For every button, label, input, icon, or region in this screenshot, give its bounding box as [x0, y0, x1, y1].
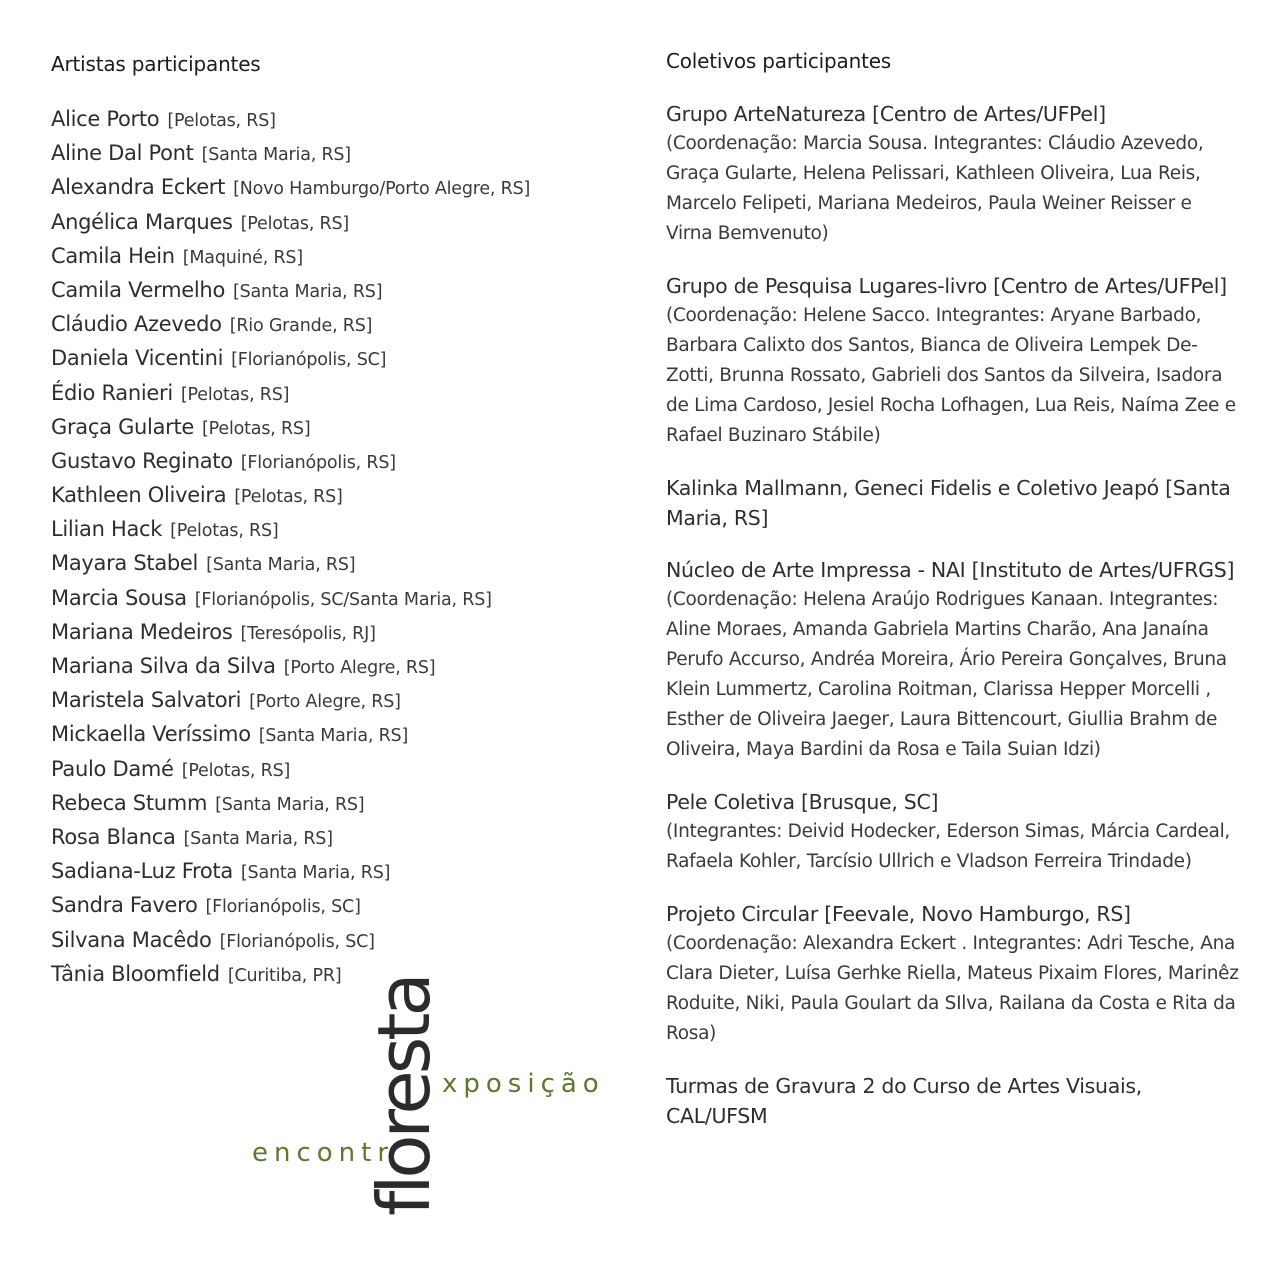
artist-item — [51, 102, 611, 136]
logo-floresta-text: floresta — [362, 976, 446, 1216]
collective-item — [666, 787, 1241, 877]
artist-name: Alice Porto — [51, 107, 160, 131]
artist-name: Lilian Hack — [51, 517, 163, 542]
collective-list — [666, 99, 1241, 1131]
artist-item — [51, 341, 611, 375]
artist-name: Mayara Stabel — [51, 551, 199, 576]
artist-item — [51, 923, 611, 957]
artist-list — [51, 102, 611, 991]
collective-details: (Coordenação: Helena Araújo Rodrigues Kanaan. Integrantes: Aline Moraes, Amanda Gabriela Martins Charão, Ana Janaína Perufo Accurso, Andréa Moreira, Ário Pereira Gonçalves, Bruna Klein Lummertz, Carolina Roitman, Clarissa Hepper Morcelli , Esther de Oliveira Jaeger, Laura Bittencourt, Giullia Brahm de Oliveira, Maya Bardini da Rosa e Taila Suian Idzi) — [666, 589, 1227, 760]
artist-item — [51, 205, 611, 239]
artist-place: [Pelotas, RS] — [240, 213, 350, 234]
artist-name: Édio Ranieri — [51, 380, 173, 405]
artist-item — [51, 786, 611, 820]
artist-place: [Florianópolis, SC] — [205, 897, 361, 918]
artist-item — [51, 512, 611, 546]
artist-name: Cláudio Azevedo — [51, 312, 222, 337]
artist-name: Daniela Vicentini — [51, 346, 224, 371]
artists-column — [51, 52, 611, 991]
artist-item — [51, 170, 611, 204]
artist-item — [51, 820, 611, 854]
artist-place: [Florianópolis, SC] — [231, 350, 387, 371]
artist-item — [51, 854, 611, 888]
artist-item — [51, 581, 611, 615]
artist-item — [51, 752, 611, 786]
collective-item — [666, 99, 1241, 249]
artist-place: [Santa Maria, RS] — [240, 863, 391, 884]
artist-place: [Pelotas, RS] — [234, 487, 343, 508]
artist-place: [Pelotas, RS] — [180, 384, 290, 405]
artist-item — [51, 136, 611, 170]
artist-name: Silvana Macêdo — [51, 927, 212, 952]
collective-title: Turmas de Gravura 2 do Curso de Artes Visuais, CAL/UFSM — [666, 1074, 1142, 1128]
collective-details: (Coordenação: Marcia Sousa. Integrantes: Cláudio Azevedo, Graça Gularte, Helena Pelissari, Kathleen Oliveira, Lua Reis, Marcelo Felipeti, Mariana Medeiros, Paula Weiner Reisser e Virna Bemvenuto) — [666, 133, 1204, 244]
logo-exposicao-text: xposição — [442, 1069, 605, 1099]
artist-item — [51, 888, 611, 922]
artist-place: [Novo Hamburgo/Porto Alegre, RS] — [233, 179, 531, 200]
artist-name: Alexandra Eckert — [51, 175, 226, 200]
artist-item — [51, 273, 611, 307]
artist-place: [Teresópolis, RJ] — [240, 623, 376, 644]
collective-details: (Integrantes: Deivid Hodecker, Ederson Simas, Márcia Cardeal, Rafaela Kohler, Tarcísio Ullrich e Vladson Ferreira Trindade) — [666, 821, 1231, 872]
artist-place: [Florianópolis, SC] — [219, 931, 375, 952]
logo-encontro-text: encontr — [252, 1138, 395, 1168]
collective-details: (Coordenação: Helene Sacco. Integrantes: Aryane Barbado, Barbara Calixto dos Santos, Bianca de Oliveira Lempek De-Zotti, Brunna Rossato, Gabrieli dos Santos da Silveira, Isadora de Lima Cardoso, Jesiel Rocha Lofhagen, Lua Reis, Naíma Zee e Rafael Buzinaro Stábile) — [666, 305, 1236, 446]
artist-place: [Pelotas, RS] — [167, 111, 276, 131]
artist-name: Graça Gularte — [51, 414, 195, 439]
collectives-heading: Coletivos participantes — [666, 49, 892, 73]
artist-name: Mariana Medeiros — [51, 619, 233, 644]
artist-place: [Maquiné, RS] — [182, 247, 303, 268]
collective-title: Kalinka Mallmann, Geneci Fidelis e Coletivo Jeapó [Santa Maria, RS] — [666, 476, 1231, 530]
artist-name: Paulo Damé — [51, 756, 174, 781]
artist-item — [51, 546, 611, 580]
artist-place: [Porto Alegre, RS] — [249, 692, 401, 713]
artist-name: Rosa Blanca — [51, 824, 176, 849]
artist-name: Camila Hein — [51, 243, 175, 268]
artist-item — [51, 444, 611, 478]
artist-place: [Pelotas, RS] — [170, 521, 279, 542]
artist-place: [Pelotas, RS] — [202, 418, 311, 439]
artist-item — [51, 683, 611, 717]
artist-place: [Santa Maria, RS] — [233, 281, 383, 302]
artist-name: Gustavo Reginato — [51, 448, 233, 473]
artist-name: Aline Dal Pont — [51, 141, 194, 166]
artist-place: [Curitiba, PR] — [227, 965, 342, 986]
artist-name: Maristela Salvatori — [51, 688, 242, 713]
collective-title: Grupo ArteNatureza [Centro de Artes/UFPel] — [666, 102, 1106, 126]
collective-item — [666, 473, 1241, 533]
artist-item — [51, 717, 611, 751]
artist-name: Mickaella Veríssimo — [51, 722, 251, 747]
collective-title: Grupo de Pesquisa Lugares-livro [Centro de Artes/UFPel] — [666, 274, 1227, 298]
artist-name: Sadiana-Luz Frota — [51, 859, 233, 884]
artist-name: Sandra Favero — [51, 893, 198, 918]
artist-place: [Santa Maria, RS] — [201, 145, 351, 166]
artist-place: [Rio Grande, RS] — [229, 316, 373, 337]
collective-item — [666, 899, 1241, 1049]
collective-title: Pele Coletiva [Brusque, SC] — [666, 790, 939, 814]
artist-name: Rebeca Stumm — [51, 790, 208, 815]
artist-name: Angélica Marques — [51, 209, 233, 234]
artist-place: [Santa Maria, RS] — [206, 555, 356, 576]
artist-name: Mariana Silva da Silva — [51, 654, 276, 678]
collective-item — [666, 1071, 1241, 1131]
artist-place: [Porto Alegre, RS] — [283, 658, 436, 678]
artist-name: Tânia Bloomfield — [51, 961, 220, 986]
artist-item — [51, 376, 611, 410]
collectives-column — [666, 49, 1241, 1153]
artist-name: Camila Vermelho — [51, 277, 225, 302]
artist-place: [Santa Maria, RS] — [258, 726, 409, 747]
collective-title: Projeto Circular [Feevale, Novo Hamburgo, RS] — [666, 902, 1131, 926]
artist-item — [51, 307, 611, 341]
artist-item — [51, 649, 611, 683]
artist-place: [Pelotas, RS] — [181, 760, 291, 781]
artist-item — [51, 957, 611, 991]
artist-item — [51, 410, 611, 444]
artist-name: Kathleen Oliveira — [51, 483, 227, 508]
artist-item — [51, 615, 611, 649]
artist-item — [51, 239, 611, 273]
collective-item — [666, 555, 1241, 765]
artist-item — [51, 478, 611, 512]
collective-details: (Coordenação: Alexandra Eckert . Integrantes: Adri Tesche, Ana Clara Dieter, Luísa Gerhke Riella, Mateus Pixaim Flores, Marinêz Roduite, Niki, Paula Goulart da SIlva, Railana da Costa e Rita da Rosa) — [666, 933, 1239, 1044]
artists-heading: Artistas participantes — [51, 52, 261, 76]
artist-name: Marcia Sousa — [51, 585, 187, 610]
artist-place: [Santa Maria, RS] — [215, 794, 365, 815]
artist-place: [Santa Maria, RS] — [183, 828, 333, 849]
collective-title: Núcleo de Arte Impressa - NAI [Instituto de Artes/UFRGS] — [666, 558, 1235, 582]
artist-place: [Florianópolis, RS] — [240, 452, 396, 473]
collective-item — [666, 271, 1241, 451]
artist-place: [Florianópolis, SC/Santa Maria, RS] — [194, 589, 492, 610]
